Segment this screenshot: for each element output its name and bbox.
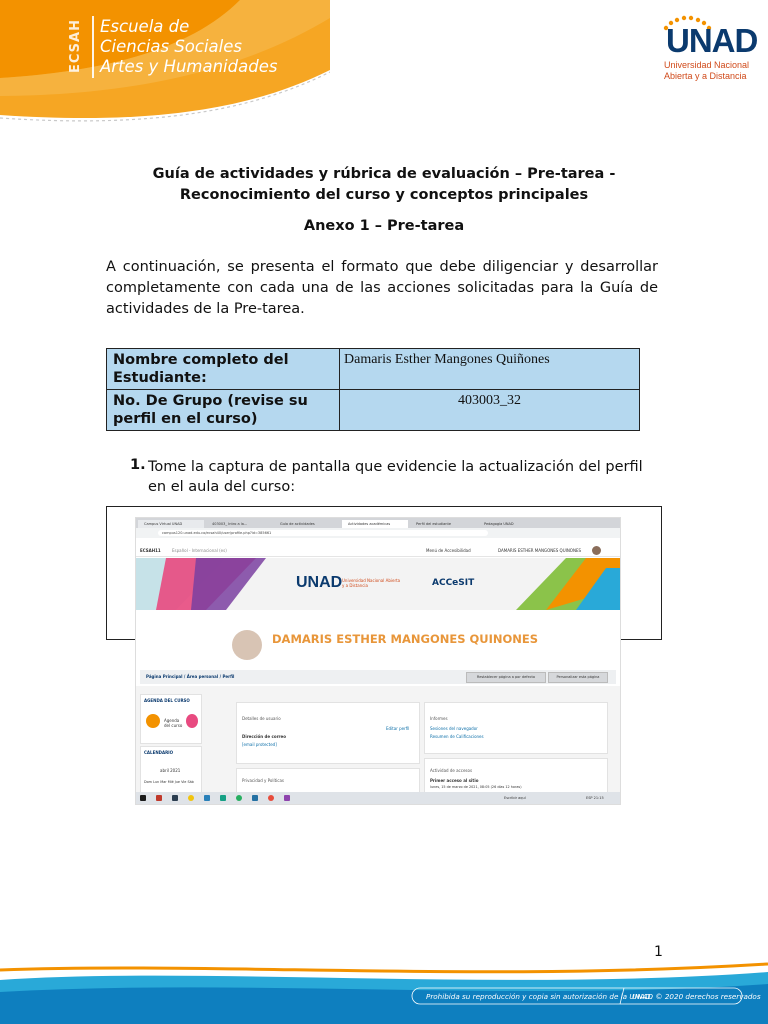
university-line2: Abierta y a Distancia [664, 71, 747, 81]
app-icon[interactable] [284, 795, 290, 801]
reports-link-sessions[interactable]: Sesiones del navegador [430, 726, 478, 731]
user-details-card [236, 702, 420, 764]
reports-title: Informes [430, 716, 448, 721]
header-divider [92, 16, 94, 78]
email-label: Dirección de correo [242, 734, 286, 739]
school-name-line1: Escuela de [100, 17, 190, 36]
avatar[interactable] [592, 546, 601, 555]
reports-link-grades[interactable]: Resumen de Calificaciones [430, 734, 484, 739]
access-title: Actividad de accesos [430, 768, 473, 773]
edit-profile-link[interactable]: Editar perfil [386, 726, 410, 731]
browser-tab[interactable]: 403003_ Intro a la... [212, 522, 248, 526]
reset-page-button[interactable]: Restablecer página a por defecto [466, 672, 546, 683]
app-icon[interactable] [156, 795, 162, 801]
table-row [107, 390, 640, 431]
profile-name: DAMARIS ESTHER MANGONES QUINONES [272, 632, 539, 646]
document-title-line2: Reconocimiento del curso y conceptos principales [179, 187, 589, 203]
agenda-link[interactable]: Agenda del curso [164, 718, 183, 728]
app-icon[interactable] [236, 795, 242, 801]
student-name-label: Nombre completo del Estudiante: [107, 349, 340, 390]
app-icon[interactable] [252, 795, 258, 801]
start-icon[interactable] [140, 795, 146, 801]
user-menu[interactable]: DAMARIS ESTHER MANGONES QUINONES [498, 548, 582, 553]
first-access-value: lunes, 15 de marzo de 2021, 08:05 (26 días 12 horas) [430, 785, 522, 789]
calendar-weekdays: Dom Lun Mar Mié Jue Vie Sáb [144, 780, 194, 784]
ecsah-vertical-label: ECSAH [68, 19, 83, 73]
school-name-line3: Artes y Humanidades [100, 57, 278, 76]
annex-title: Anexo 1 – Pre-tarea [303, 218, 465, 234]
browser-tab[interactable]: Campus Virtual UNAD [138, 520, 204, 528]
group-label: No. De Grupo (revise su perfil en el curso) [107, 390, 340, 431]
agenda-title: AGENDA DEL CURSO [144, 698, 190, 703]
calendar-month: abril 2021 [160, 768, 181, 773]
browser-tab[interactable]: Perfil del estudiante [416, 522, 451, 526]
app-icon[interactable] [220, 795, 226, 801]
footer-notice: Prohibida su reproducción y copia sin autorización de la UNAD. [426, 992, 653, 1001]
chrome-icon[interactable] [188, 795, 194, 801]
table-row [107, 349, 640, 390]
first-access-label: Primer acceso al sitio [430, 778, 479, 783]
email-value[interactable]: [email protected] [242, 742, 277, 747]
language-selector[interactable]: Español - Internacional (es) [172, 548, 227, 553]
customize-page-button[interactable]: Personalizar esta página [548, 672, 608, 683]
app-icon[interactable] [268, 795, 274, 801]
browser-tab[interactable]: Pedagogía UNAD [484, 522, 514, 526]
agenda-logo-icon [186, 714, 198, 728]
site-short-name[interactable]: ECSAH11 [140, 548, 161, 553]
app-icon[interactable] [172, 795, 178, 801]
taskbar-search[interactable]: Escribir aquí [504, 796, 526, 800]
student-info-table [106, 348, 640, 431]
item-instruction: Tome la captura de pantalla que evidencie la actualización del perfil en el aula del curso: [148, 459, 643, 495]
banner-unad-logo: UNAD [296, 574, 343, 591]
browser-tab[interactable]: Guía de actividades [280, 522, 315, 526]
footer-copyright: UNAD © 2020 derechos reservados [632, 992, 761, 1001]
item-number: 1. [130, 457, 146, 473]
banner-accesit: ACCeSIT [432, 578, 475, 588]
privacy-title: Privacidad y Políticas [242, 778, 285, 783]
taskbar-clock: ESP 21:15 [586, 796, 604, 800]
student-name-value: Damaris Esther Mangones Quiñones [340, 349, 640, 390]
university-line1: Universidad Nacional [664, 60, 750, 70]
breadcrumb-text[interactable]: Página Principal / Área personal / Perfil [146, 674, 235, 679]
page-number: 1 [654, 944, 663, 960]
embedded-screenshot [136, 518, 620, 804]
document-title-line1: Guía de actividades y rúbrica de evaluación – Pre-tarea - [152, 166, 616, 182]
intro-paragraph: A continuación, se presenta el formato que debe diligenciar y desarrollar completamente con cada una de las acciones solicitadas para la Guía de actividades de la Pre-tarea. [106, 259, 658, 317]
accessibility-menu[interactable]: Menú de Accesibilidad [426, 548, 471, 553]
unad-logo-text: UNAD [666, 22, 758, 59]
browser-tab-active[interactable]: Actividades académicas [342, 520, 408, 528]
calendar-title: CALENDARIO [144, 750, 174, 755]
details-title: Detalles de usuario [242, 716, 281, 721]
app-icon[interactable] [204, 795, 210, 801]
address-bar[interactable]: campus120.unad.edu.co/ecsah40/user/profile.php?id=385661 [158, 530, 488, 536]
banner-unad-subtitle: Universidad Nacional Abierta y a Distancia [342, 578, 401, 588]
school-name-line2: Ciencias Sociales [100, 37, 242, 56]
group-value: 403003_32 [340, 390, 640, 431]
profile-photo [232, 630, 262, 660]
agenda-icon [146, 714, 160, 728]
